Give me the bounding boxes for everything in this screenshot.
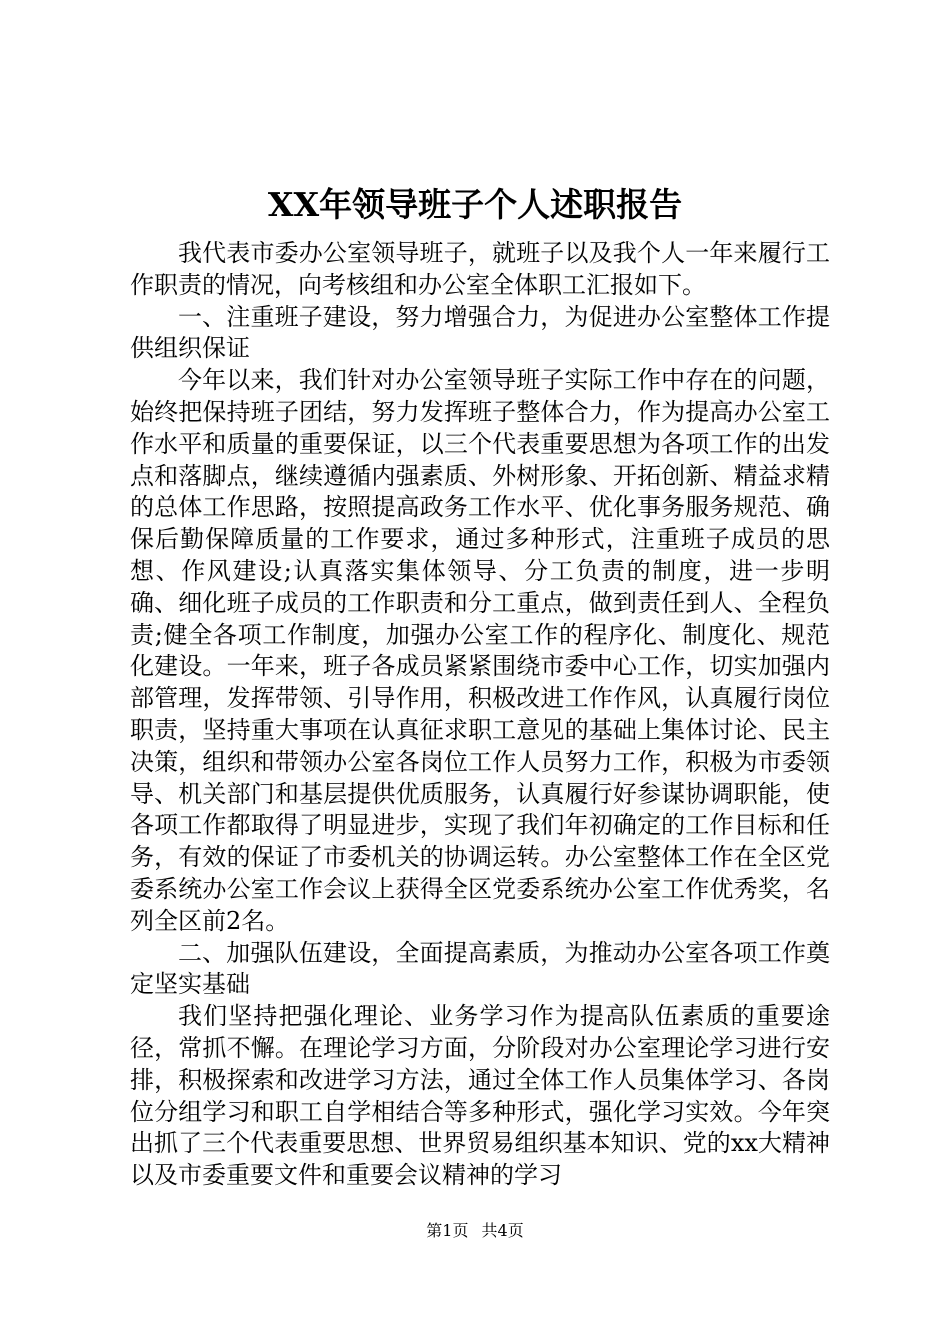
page-footer <box>0 1218 950 1241</box>
section-heading-2: 二、加强队伍建设，全面提高素质，为推动办公室各项工作奠定坚实基础 <box>130 938 830 999</box>
section-heading-1: 一、注重班子建设，努力增强合力，为促进办公室整体工作提供组织保证 <box>130 302 830 363</box>
paragraph-intro: 我代表市委办公室领导班子，就班子以及我个人一年来履行工作职责的情况，向考核组和办公室全体职工汇报如下。 <box>130 239 830 299</box>
document-body <box>130 238 830 1192</box>
page-total: 共4页 <box>481 1221 524 1240</box>
document-title: XX年领导班子个人述职报告 <box>267 185 683 224</box>
page-number: 第1页 <box>426 1221 469 1240</box>
paragraph-section-1: 今年以来，我们针对办公室领导班子实际工作中存在的问题，始终把保持班子团结，努力发挥班子整体合力，作为提高办公室工作水平和质量的重要保证，以三个代表重要思想为各项工作的出发点和落脚点，继续遵循内强素质、外树形象、开拓创新、精益求精的总体工作思路，按照提高政务工作水平、优化事务服务规范、确保后勤保障质量的工作要求，通过多种形式，注重班子成员的思想、作风建设;认真落实集体领导、分工负责的制度，进一步明确、细化班子成员的工作职责和分工重点，做到责任到人、全程负责;健全各项工作制度，加强办公室工作的程序化、制度化、规范化建设。一年来，班子各成员紧紧围绕市委中心工作，切实加强内部管理，发挥带领、引导作用，积极改进工作作风，认真履行岗位职责，坚持重大事项在认真征求职工意见的基础上集体讨论、民主决策，组织和带领办公室各岗位工作人员努力工作，积极为市委领导、机关部门和基层提供优质服务，认真履行好参谋协调职能，使各项工作都取得了明显进步，实现了我们年初确定的工作目标和任务，有效的保证了市委机关的协调运转。办公室整体工作在全区党委系统办公室工作会议上获得全区党委系统办公室工作优秀奖，名列全区前2名。 <box>130 366 830 935</box>
paragraph-section-2: 我们坚持把强化理论、业务学习作为提高队伍素质的重要途径，常抓不懈。在理论学习方面，分阶段对办公室理论学习进行安排，积极探索和改进学习方法，通过全体工作人员集体学习、各岗位分组学习和职工自学相结合等多种形式，强化学习实效。今年突出抓了三个代表重要思想、世界贸易组织基本知识、党的xx大精神以及市委重要文件和重要会议精神的学习 <box>130 1002 830 1190</box>
